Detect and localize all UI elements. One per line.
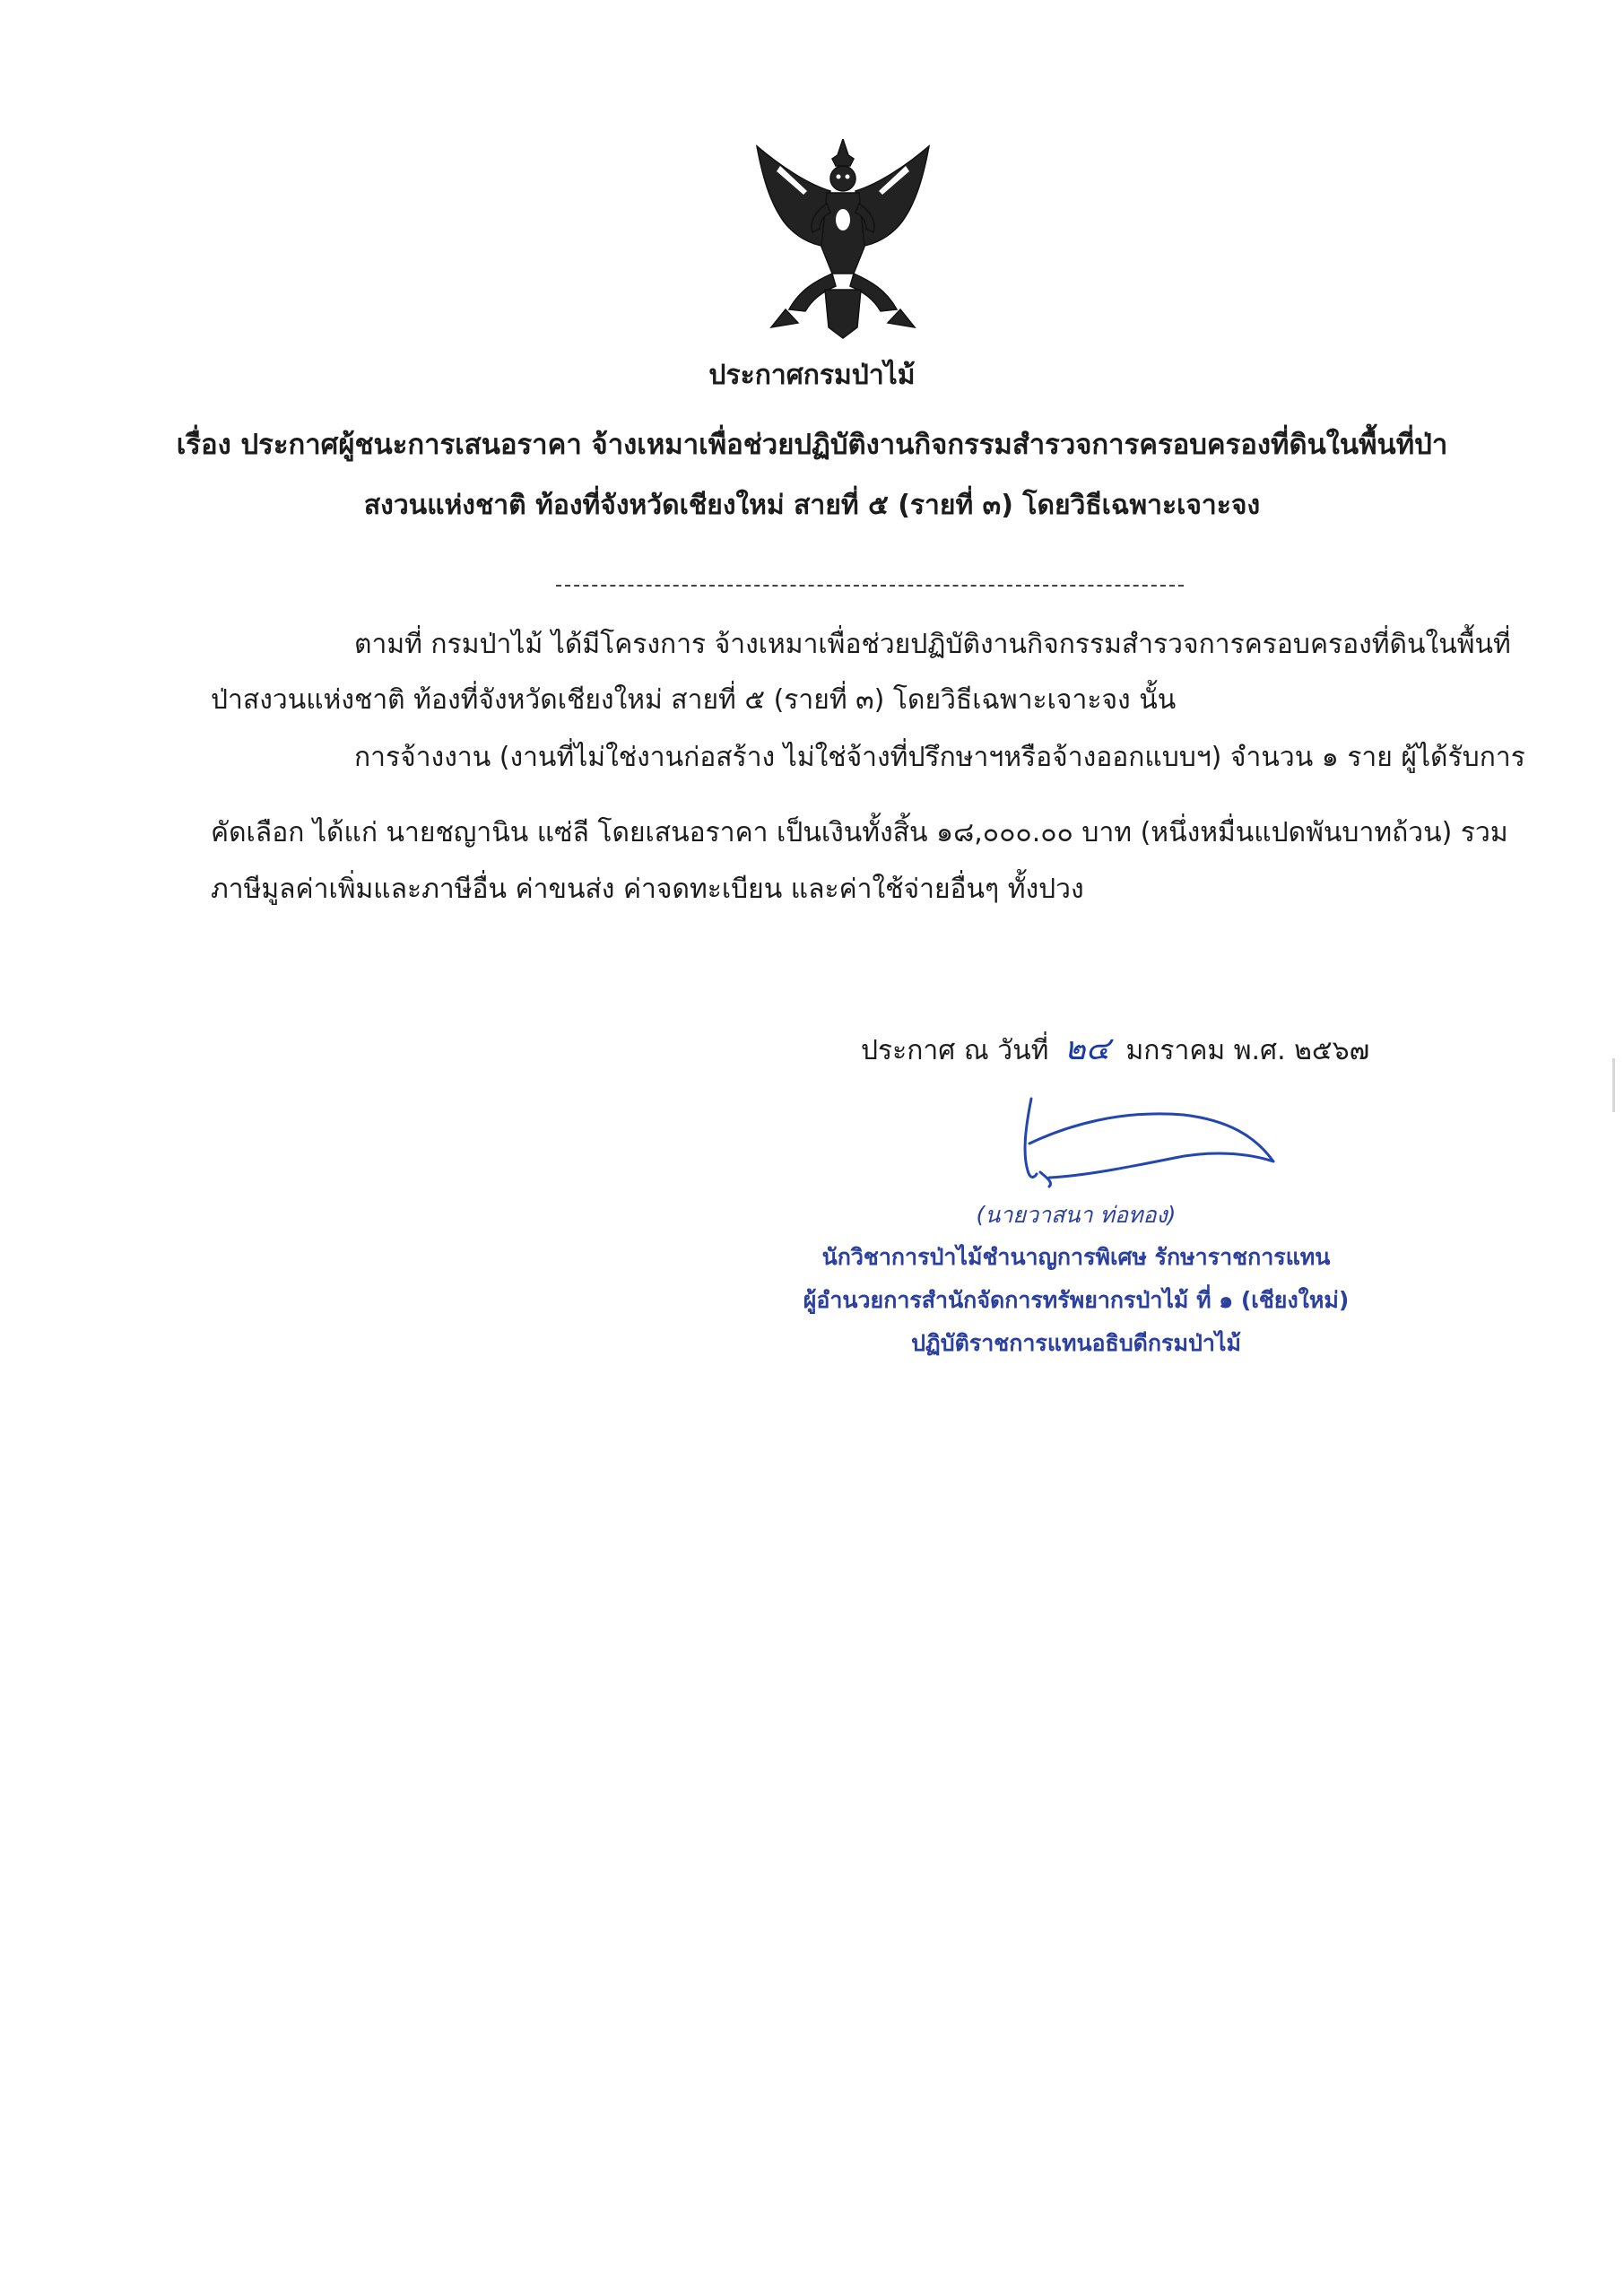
title-divider bbox=[556, 585, 1184, 587]
subject-line-2: สงวนแห่งชาติ ท้องที่จังหวัดเชียงใหม่ สายที่ ๕ (รายที่ ๓) โดยวิธีเฉพาะเจาะจง bbox=[363, 490, 1261, 521]
body-paragraph-1-line-1: ตามที่ กรมป่าไม้ ได้มีโครงการ จ้างเหมาเพื่อช่วยปฏิบัติงานกิจกรรมสำรวจการครอบครองที่ดินในพื้นที่ bbox=[354, 629, 1511, 660]
body-paragraph-2-line-3: ภาษีมูลค่าเพิ่มและภาษีอื่น ค่าขนส่ง ค่าจดทะเบียน และค่าใช้จ่ายอื่นๆ ทั้งปวง bbox=[211, 874, 1084, 905]
date-suffix: มกราคม พ.ศ. ๒๕๖๗ bbox=[1125, 1035, 1370, 1066]
signer-name: (นายวาสนา ท่อทอง) bbox=[976, 1202, 1177, 1228]
date-day-handwritten: ๒๔ bbox=[1064, 1031, 1110, 1067]
handwritten-signature bbox=[1013, 1090, 1282, 1197]
signer-position-line-3: ปฏิบัติราชการแทนอธิบดีกรมป่าไม้ bbox=[911, 1330, 1241, 1356]
signer-position-line-1: นักวิชาการป่าไม้ชำนาญการพิเศษ รักษาราชการแทน bbox=[821, 1244, 1331, 1270]
body-paragraph-2-line-1: การจ้างงาน (งานที่ไม่ใช่งานก่อสร้าง ไม่ใช่จ้างที่ปรึกษาฯหรือจ้างออกแบบฯ) จำนวน ๑ ราย ผู้ได้รับการ bbox=[354, 742, 1525, 773]
garuda-emblem-icon bbox=[753, 139, 933, 341]
announcement-date bbox=[861, 1022, 1369, 1074]
scan-edge-mark bbox=[1612, 1058, 1615, 1112]
announcement-org-title: ประกาศกรมป่าไม้ bbox=[708, 360, 916, 391]
date-prefix: ประกาศ ณ วันที่ bbox=[861, 1035, 1049, 1066]
body-paragraph-2-line-2: คัดเลือก ได้แก่ นายชญานิน แซ่ลี โดยเสนอราคา เป็นเงินทั้งสิ้น ๑๘,๐๐๐.๐๐ บาท (หนึ่งหมื่นแปดพันบาทถ้วน) รวม bbox=[211, 817, 1508, 848]
signer-position-line-2: ผู้อำนวยการสำนักจัดการทรัพยากรป่าไม้ ที่ ๑ (เชียงใหม่) bbox=[803, 1287, 1350, 1313]
body-paragraph-1-line-2: ป่าสงวนแห่งชาติ ท้องที่จังหวัดเชียงใหม่ สายที่ ๕ (รายที่ ๓) โดยวิธีเฉพาะเจาะจง นั้น bbox=[211, 684, 1177, 716]
subject-line-1: เรื่อง ประกาศผู้ชนะการเสนอราคา จ้างเหมาเพื่อช่วยปฏิบัติงานกิจกรรมสำรวจการครอบครองที่ดินในพื้นที่ป่า bbox=[176, 429, 1448, 461]
